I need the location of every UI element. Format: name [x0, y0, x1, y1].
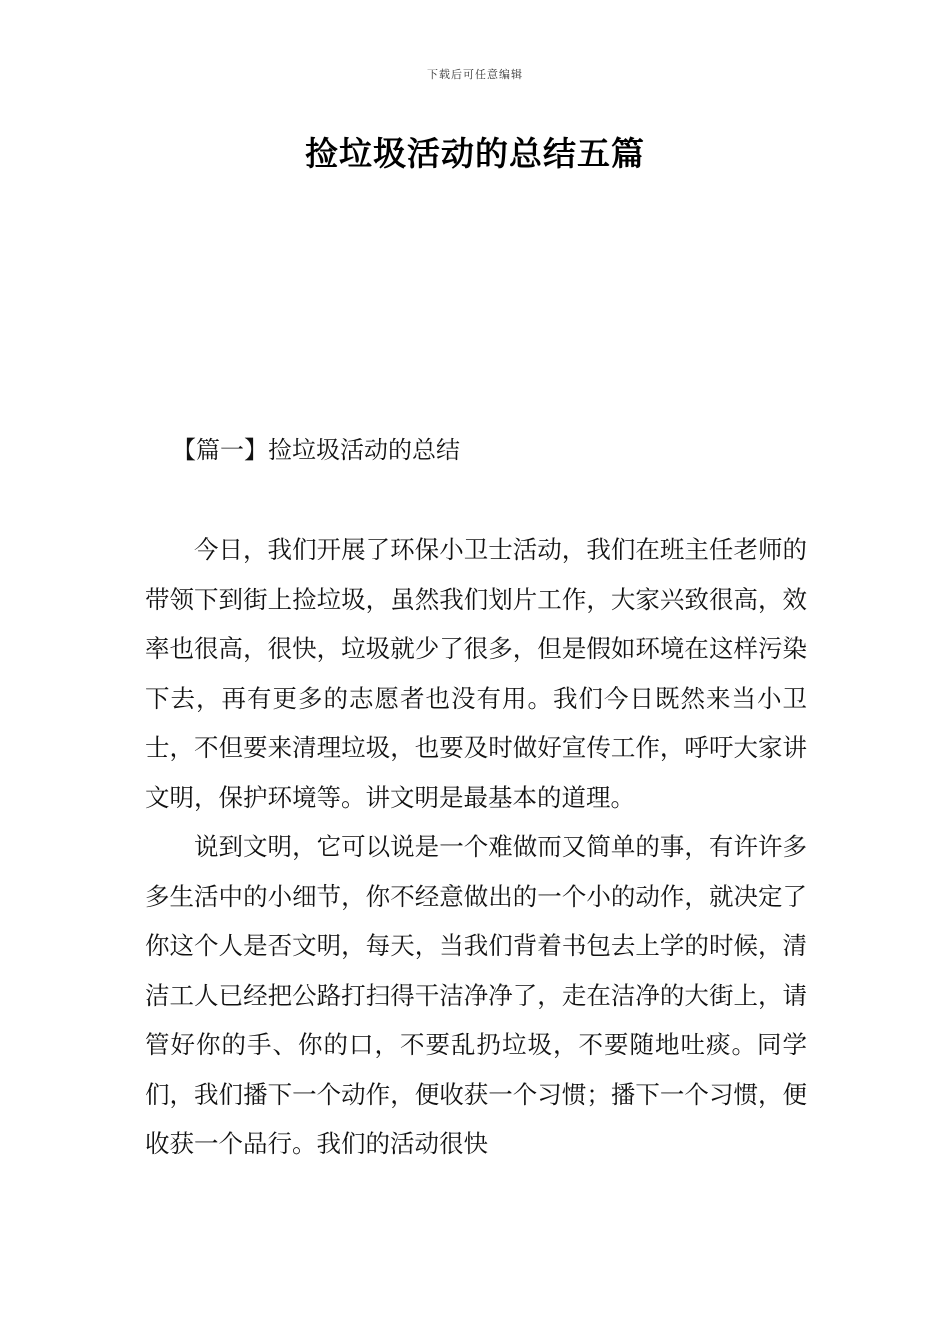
paragraph-2: 说到文明，它可以说是一个难做而又简单的事，有许许多多生活中的小细节，你不经意做出的一个小的动作，就决定了你这个人是否文明，每天，当我们背着书包去上学的时候，清洁工人已经把公路打扫得干洁净净了，走在洁净的大街上，请管好你的手、你的口，不要乱扔垃圾，不要随地吐痰。同学们，我们播下一个动作，便收获一个习惯；播下一个习惯，便收获一个品行。我们的活动很快 — [145, 832, 807, 1158]
paragraph-1: 今日，我们开展了环保小卫士活动，我们在班主任老师的带领下到街上捡垃圾，虽然我们划片工作，大家兴致很高，效率也很高，很快，垃圾就少了很多，但是假如环境在这样污染下去，再有更多的志愿者也没有用。我们今日既然来当小卫士，不但要来清理垃圾，也要及时做好宣传工作，呼吁大家讲文明，保护环境等。讲文明是最基本的道理。 — [145, 535, 807, 812]
section-heading: 【篇一】捡垃圾活动的总结 — [172, 436, 460, 464]
header-note: 下载后可任意编辑 — [427, 68, 523, 81]
document-title: 捡垃圾活动的总结五篇 — [305, 134, 645, 173]
body-text — [145, 525, 807, 1169]
